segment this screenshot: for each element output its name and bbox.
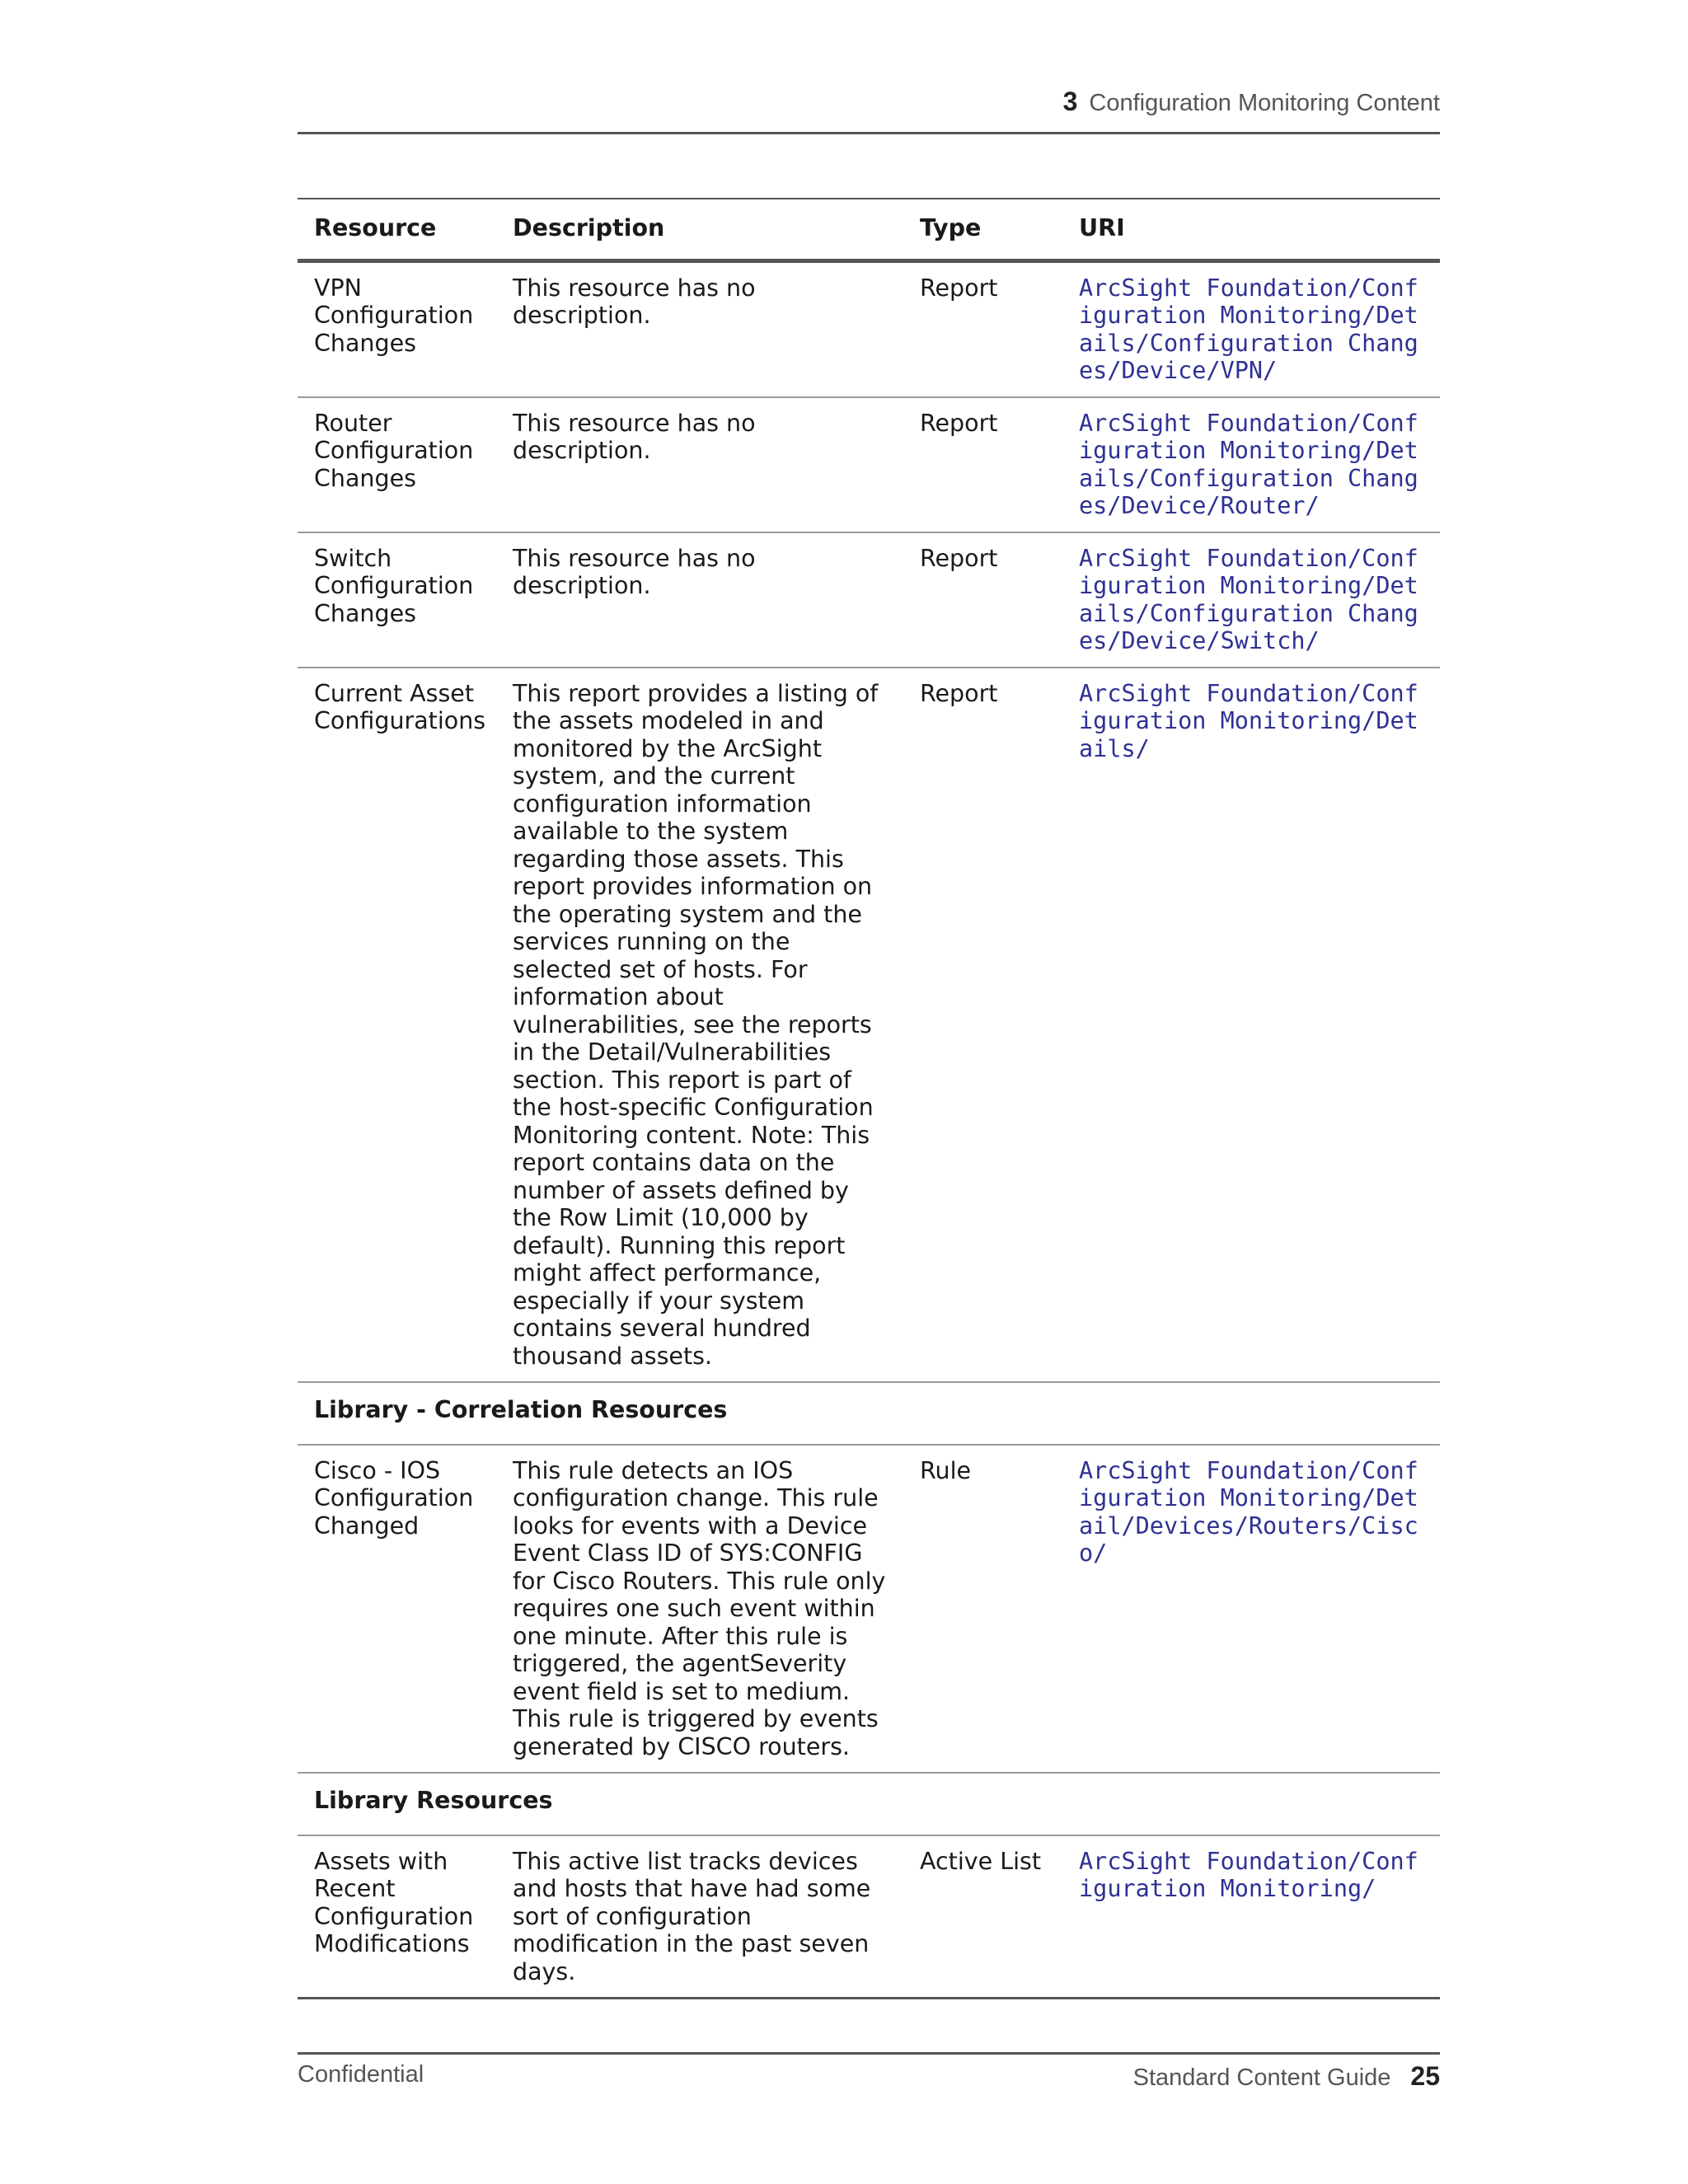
section-row-correlation bbox=[298, 1382, 1440, 1445]
resource-uri: ArcSight Foundation/Configuration Monitoring/Details/Configuration Changes/Device/Switch/ bbox=[1079, 544, 1418, 654]
resource-type: Rule bbox=[920, 1456, 972, 1484]
chapter-title: Configuration Monitoring Content bbox=[1089, 90, 1440, 116]
resource-name: Router Configuration Changes bbox=[314, 409, 474, 492]
resource-type: Report bbox=[920, 409, 998, 437]
column-header-type: Type bbox=[920, 214, 982, 241]
resource-description: This resource has no description. bbox=[513, 274, 756, 329]
resource-description: This resource has no description. bbox=[513, 544, 756, 599]
chapter-number: 3 bbox=[1062, 87, 1078, 116]
table-row bbox=[298, 397, 1440, 532]
resource-uri: ArcSight Foundation/Configuration Monitoring/Details/ bbox=[1079, 679, 1418, 762]
resource-name: Assets with Recent Configuration Modifications bbox=[314, 1847, 474, 1957]
resource-name: VPN Configuration Changes bbox=[314, 274, 474, 357]
table-row bbox=[298, 260, 1440, 397]
column-header-description: Description bbox=[513, 214, 665, 241]
resource-description: This active list tracks devices and hosts that have had some sort of configuration modification in the past seven days. bbox=[513, 1847, 871, 1985]
resource-name: Cisco - IOS Configuration Changed bbox=[314, 1456, 474, 1540]
resource-name: Switch Configuration Changes bbox=[314, 544, 474, 627]
resource-type: Report bbox=[920, 544, 998, 572]
page-header bbox=[298, 87, 1440, 134]
resource-type: Active List bbox=[920, 1847, 1042, 1875]
resource-uri: ArcSight Foundation/Configuration Monitoring/Detail/Devices/Routers/Cisco/ bbox=[1079, 1456, 1418, 1567]
page-number: 25 bbox=[1410, 2061, 1440, 2091]
table-row bbox=[298, 1445, 1440, 1774]
column-header-resource: Resource bbox=[314, 214, 437, 241]
column-header-uri: URI bbox=[1079, 214, 1125, 241]
table-row bbox=[298, 668, 1440, 1383]
resource-type: Report bbox=[920, 274, 998, 302]
resource-uri: ArcSight Foundation/Configuration Monitoring/Details/Configuration Changes/Device/Router/ bbox=[1079, 409, 1418, 519]
section-heading: Library Resources bbox=[314, 1787, 553, 1814]
resource-uri: ArcSight Foundation/Configuration Monitoring/ bbox=[1079, 1847, 1418, 1902]
resource-description: This rule detects an IOS configuration change. This rule looks for events with a Device Event Class ID of SYS:CONFIG for Cisco Routers. This rule only requires one such event within one minute. After this rule is triggered, the agentSeverity event field is set to medium. This rule is triggered by events generated by CISCO routers. bbox=[513, 1456, 886, 1760]
resource-description: This resource has no description. bbox=[513, 409, 756, 464]
guide-title: Standard Content Guide bbox=[1132, 2064, 1391, 2091]
table-row bbox=[298, 532, 1440, 668]
table-row bbox=[298, 1835, 1440, 1999]
resource-table bbox=[298, 198, 1440, 1999]
resource-description: This report provides a listing of the assets modeled in and monitored by the ArcSight system, and the current configuration information available to the system regarding those assets. This report provides information on the operating system and the services running on the selected set of hosts. For information about vulnerabilities, see the reports in the Detail/Vulnerabilities section. This report is part of the host-specific Configuration Monitoring content. Note: This report contains data on the number of assets defined by the Row Limit (10,000 by default). Running this report might affect performance, especially if your system contains several hundred thousand assets. bbox=[513, 679, 879, 1370]
resource-uri: ArcSight Foundation/Configuration Monitoring/Details/Configuration Changes/Device/VPN/ bbox=[1079, 274, 1418, 384]
section-row-library bbox=[298, 1773, 1440, 1835]
resource-name: Current Asset Configurations bbox=[314, 679, 486, 734]
resource-type: Report bbox=[920, 679, 998, 707]
page-footer bbox=[298, 2052, 1440, 2091]
section-heading: Library - Correlation Resources bbox=[314, 1396, 728, 1423]
footer-right bbox=[1133, 2061, 1440, 2092]
confidential-label: Confidential bbox=[298, 2061, 424, 2088]
table-header-row bbox=[298, 199, 1440, 260]
